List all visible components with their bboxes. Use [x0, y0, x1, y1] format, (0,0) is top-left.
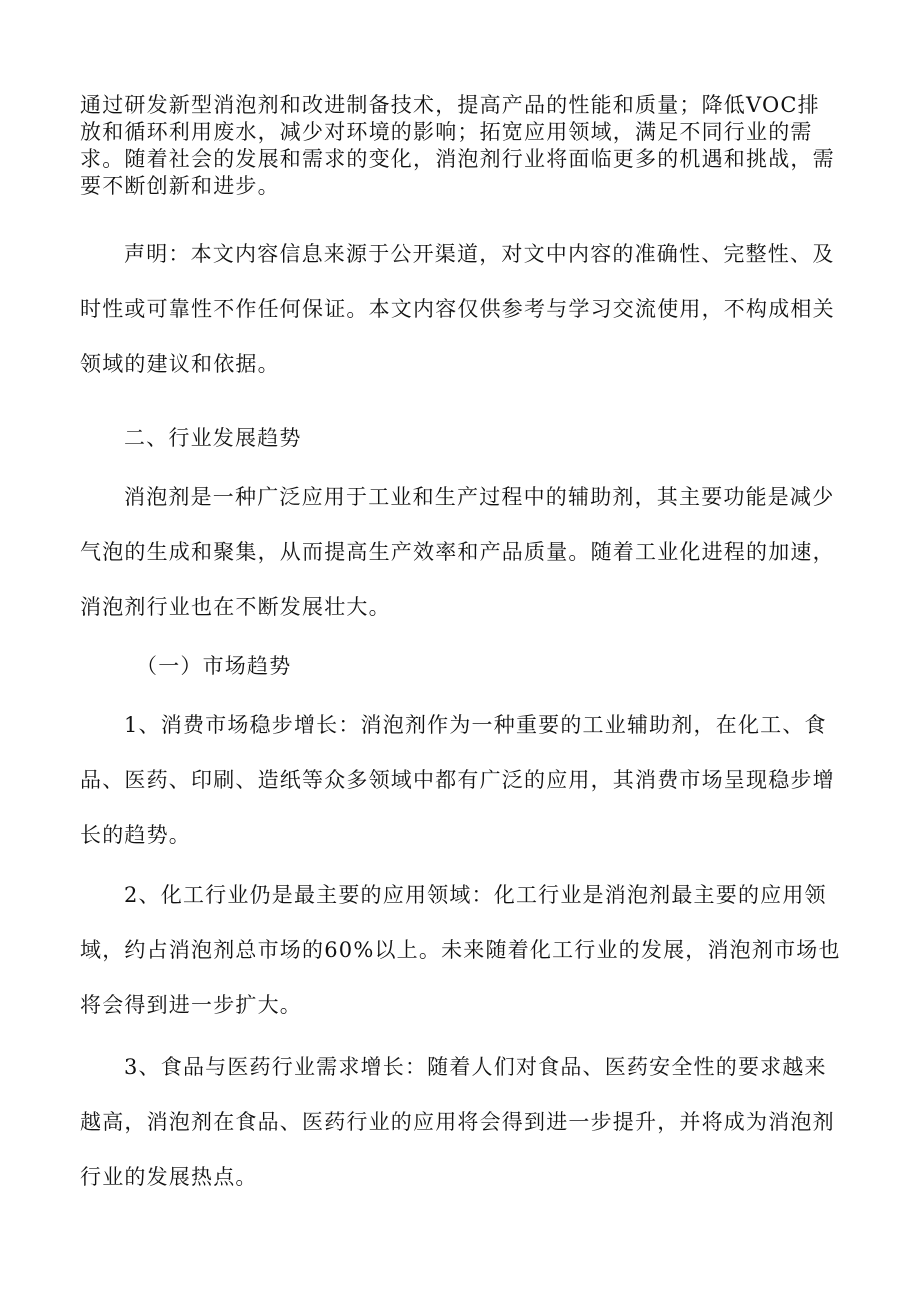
point-2-paragraph: 2、化工行业仍是最主要的应用领域：化工行业是消泡剂最主要的应用领域，约占消泡剂总市场的60%以上。未来随着化工行业的发展，消泡剂市场也将会得到进一步扩大。	[80, 883, 841, 1017]
disclaimer-paragraph: 声明：本文内容信息来源于公开渠道，对文中内容的准确性、完整性、及时性或可靠性不作任何保证。本文内容仅供参考与学习交流使用，不构成相关领域的建议和依据。	[80, 242, 835, 376]
point-3-paragraph: 3、食品与医药行业需求增长：随着人们对食品、医药安全性的要求越来越高，消泡剂在食品、医药行业的应用将会得到进一步提升，并将成为消泡剂行业的发展热点。	[80, 1055, 835, 1189]
section-heading: 二、行业发展趋势	[124, 426, 302, 450]
intro-paragraph: 通过研发新型消泡剂和改进制备技术，提高产品的性能和质量；降低VOC排放和循环利用废水，减少对环境的影响；拓宽应用领域，满足不同行业的需求。随着社会的发展和需求的变化，消泡剂行业将面临更多的机遇和挑战，需要不断创新和进步。	[80, 93, 835, 198]
section-intro-paragraph: 消泡剂是一种广泛应用于工业和生产过程中的辅助剂，其主要功能是减少气泡的生成和聚集，从而提高生产效率和产品质量。随着工业化进程的加速，消泡剂行业也在不断发展壮大。	[80, 485, 835, 619]
point-1-paragraph: 1、消费市场稳步增长：消泡剂作为一种重要的工业辅助剂，在化工、食品、医药、印刷、造纸等众多领域中都有广泛的应用，其消费市场呈现稳步增长的趋势。	[80, 713, 835, 847]
subsection-heading: （一）市场趋势	[136, 654, 292, 678]
